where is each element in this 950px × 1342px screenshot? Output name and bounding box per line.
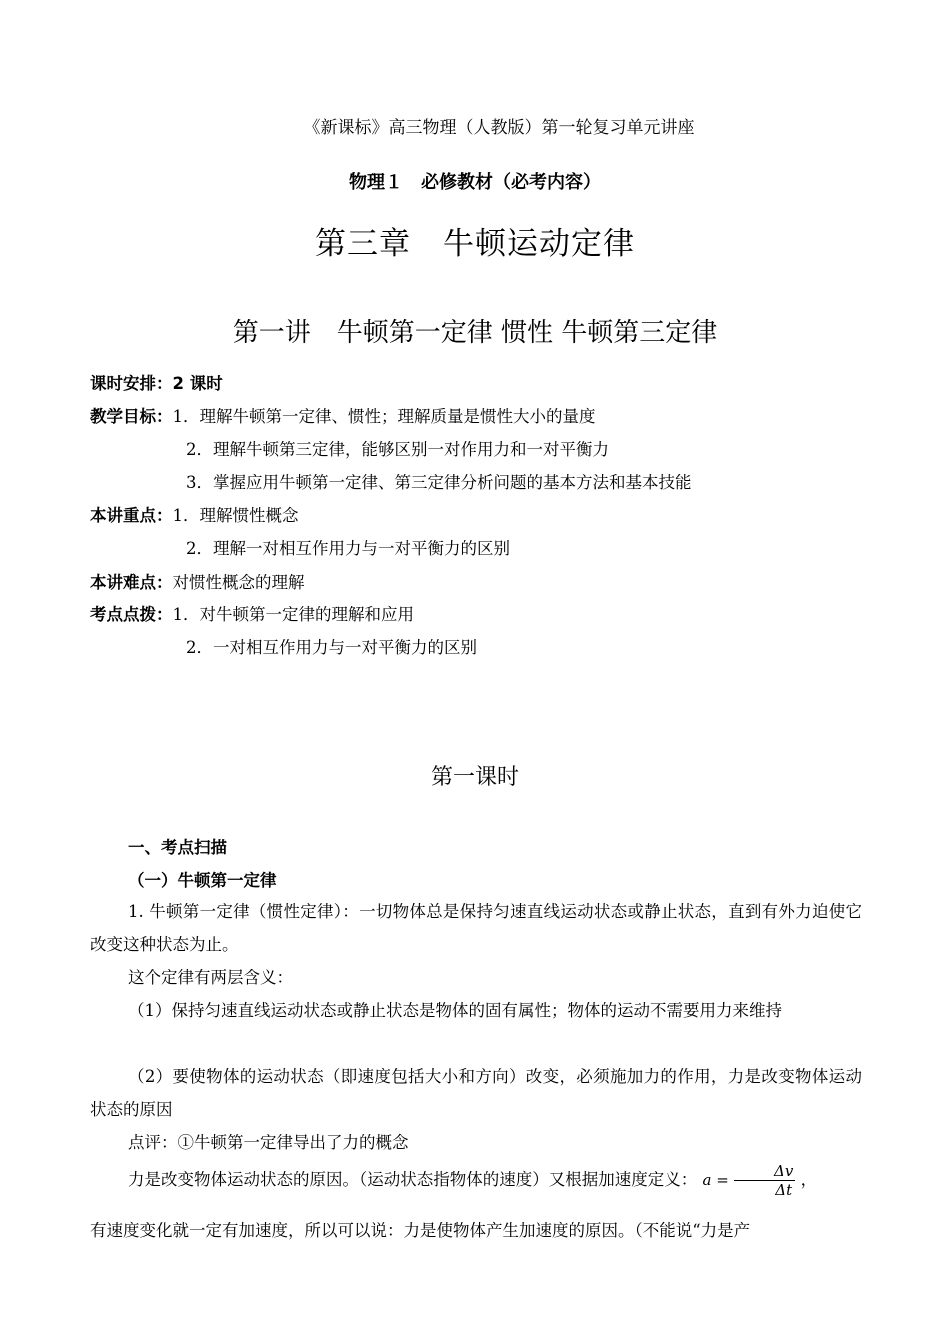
- chapter-title: 第三章 牛顿运动定律: [315, 226, 635, 262]
- paragraph-law: 1. 牛顿第一定律（惯性定律）：一切物体总是保持匀速直线运动状态或静止状态，直到有外力迫使它改变这种状态为止。: [90, 902, 862, 954]
- tip-item: 1．对牛顿第一定律的理解和应用: [172, 605, 414, 624]
- series-title: 《新课标》高三物理（人教版）第一轮复习单元讲座: [303, 118, 695, 138]
- tip-item: 2．一对相互作用力与一对平衡力的区别: [186, 638, 477, 657]
- subsection-heading: （一）牛顿第一定律: [128, 871, 277, 890]
- formula-numerator: Δv: [734, 1162, 795, 1181]
- goal-item: 3．掌握应用牛顿第一定律、第三定律分析问题的基本方法和基本技能: [186, 473, 692, 492]
- goal-item: 2．理解牛顿第三定律，能够区别一对作用力和一对平衡力: [186, 440, 609, 459]
- difficulty-row: [90, 571, 305, 595]
- focus-item: 2．理解一对相互作用力与一对平衡力的区别: [186, 539, 510, 558]
- paragraph-force: [90, 1160, 862, 1200]
- tips-row: [90, 603, 414, 627]
- section-heading: 一、考点扫描: [128, 838, 227, 857]
- focus-row: [90, 504, 299, 528]
- focus-item: 1．理解惯性概念: [172, 506, 299, 525]
- goal-item: 1．理解牛顿第一定律、惯性；理解质量是惯性大小的量度: [172, 407, 596, 426]
- paragraph-acceleration: 有速度变化就一定有加速度，所以可以说：力是使物体产生加速度的原因。（不能说“力是产: [90, 1221, 751, 1240]
- formula-fraction: [734, 1162, 795, 1199]
- schedule-label: 课时安排：: [90, 374, 173, 393]
- paragraph-comment: 点评：①牛顿第一定律导出了力的概念: [128, 1133, 409, 1152]
- goals-label: 教学目标：: [90, 407, 173, 426]
- schedule-row: [90, 372, 223, 396]
- goals-row: [90, 405, 596, 429]
- volume-title: 物理１ 必修教材（必考内容）: [349, 172, 601, 193]
- paragraph-meaning-2: （2）要使物体的运动状态（即速度包括大小和方向）改变，必须施加力的作用，力是改变物体运动状态的原因: [90, 1067, 862, 1119]
- tips-label: 考点点拨：: [90, 605, 173, 624]
- difficulty-label: 本讲难点：: [90, 573, 173, 592]
- focus-label: 本讲重点：: [90, 506, 173, 525]
- formula-lhs: a =: [702, 1171, 729, 1189]
- lecture-title: 第一讲 牛顿第一定律 惯性 牛顿第三定律: [232, 318, 718, 348]
- paragraph-meaning-1: （1）保持匀速直线运动状态或静止状态是物体的固有属性；物体的运动不需要用力来维持: [128, 1001, 782, 1020]
- formula-tail: ，: [800, 1170, 818, 1189]
- formula-denominator: Δt: [775, 1181, 793, 1199]
- force-text: 力是改变物体运动状态的原因。（运动状态指物体的速度）又根据加速度定义：: [128, 1170, 698, 1189]
- paragraph-meaning: 这个定律有两层含义：: [128, 968, 293, 987]
- schedule-value: 2 课时: [172, 374, 223, 393]
- lesson-title: 第一课时: [430, 765, 519, 790]
- difficulty-value: 对惯性概念的理解: [172, 573, 305, 592]
